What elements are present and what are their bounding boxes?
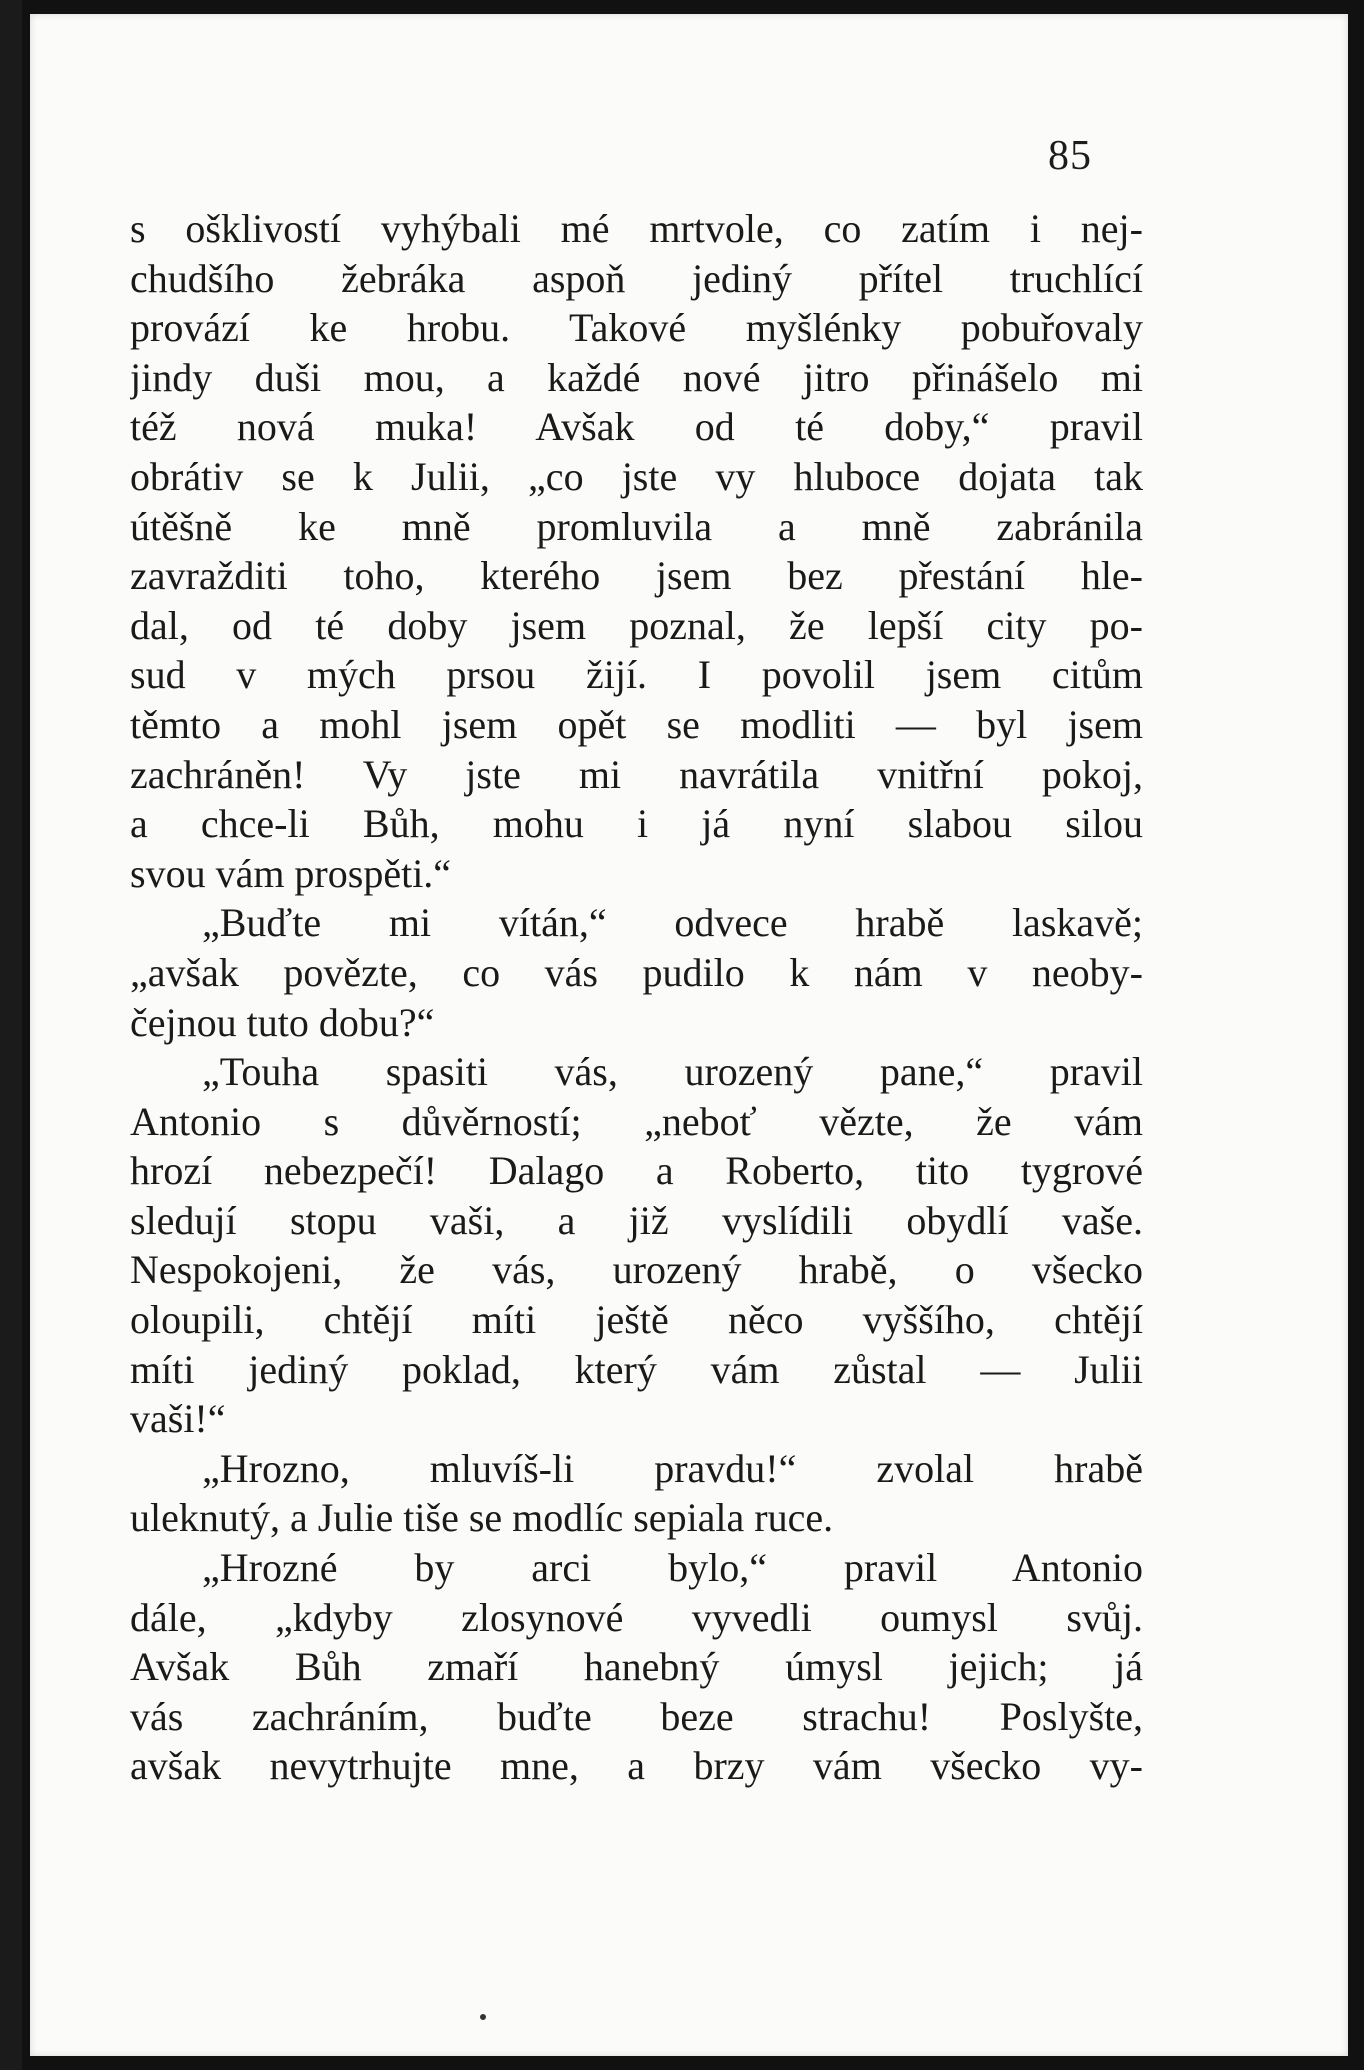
text-line: provází ke hrobu. Takové myšlénky pobuřovaly — [130, 305, 1143, 351]
text-line: „Hrozné by arci bylo,“ pravil Antonio — [202, 1545, 1143, 1591]
text-line: útěšně ke mně promluvila a mně zabránila — [130, 503, 1143, 549]
text-line: s ošklivostí vyhýbali mé mrtvole, co zatím i nej- — [130, 206, 1143, 251]
text-line: uleknutý, a Julie tiše se modlíc sepiala ruce. — [130, 1495, 834, 1541]
text-line: „Buďte mi vítán,“ odvece hrabě laskavě; — [202, 900, 1143, 946]
text-line: „Hrozno, mluvíš-li pravdu!“ zvolal hrabě — [202, 1445, 1143, 1491]
text-line: zavražditi toho, kterého jsem bez přestání hle- — [130, 553, 1143, 599]
text-line: sud v mých prsou žijí. I povolil jsem citům — [130, 652, 1143, 698]
text-line: svou vám prospěti.“ — [130, 850, 452, 896]
text-line: též nová muka! Avšak od té doby,“ pravil — [130, 404, 1143, 450]
text-line: oloupili, chtějí míti ještě něco vyššího, chtějí — [130, 1297, 1143, 1343]
text-line: „avšak povězte, co vás pudilo k nám v neoby- — [130, 949, 1143, 995]
book-page — [30, 14, 1348, 2056]
text-line: a chce-li Bůh, mohu i já nyní slabou silou — [130, 801, 1143, 847]
text-line: obrátiv se k Julii, „co jste vy hluboce dojata tak — [130, 453, 1143, 499]
text-line: jindy duši mou, a každé nové jitro přinášelo mi — [130, 354, 1143, 400]
text-line: chudšího žebráka aspoň jediný přítel truchlící — [130, 255, 1143, 301]
text-line: Antonio s důvěrností; „neboť vězte, že vám — [130, 1098, 1143, 1144]
text-line: těmto a mohl jsem opět se modliti — byl jsem — [130, 701, 1143, 747]
text-line: dále, „kdyby zlosynové vyvedli oumysl svůj. — [130, 1594, 1143, 1640]
text-line: dal, od té doby jsem poznal, že lepší city po- — [130, 602, 1143, 648]
text-line: hrozí nebezpečí! Dalago a Roberto, tito tygrové — [130, 1148, 1143, 1194]
text-line: zachráněn! Vy jste mi navrátila vnitřní pokoj, — [130, 751, 1143, 797]
page-number: 85 — [1048, 133, 1092, 179]
ink-speck — [480, 2014, 486, 2020]
text-line: vaši!“ — [130, 1396, 226, 1442]
body-text — [130, 204, 1143, 1791]
text-line: sledují stopu vaši, a již vyslídili obydlí vaše. — [130, 1197, 1143, 1243]
text-line: míti jediný poklad, který vám zůstal — Julii — [130, 1346, 1143, 1392]
text-line: čejnou tuto dobu?“ — [130, 999, 435, 1045]
text-line: Nespokojeni, že vás, urozený hrabě, o všecko — [130, 1247, 1143, 1293]
text-line: „Touha spasiti vás, urozený pane,“ pravil — [202, 1049, 1143, 1095]
book-edge — [0, 0, 22, 2070]
text-line: vás zachráním, buďte beze strachu! Poslyšte, — [130, 1693, 1143, 1739]
text-line: avšak nevytrhujte mne, a brzy vám všecko vy- — [130, 1743, 1143, 1789]
text-line: Avšak Bůh zmaří hanebný úmysl jejich; já — [130, 1644, 1143, 1690]
